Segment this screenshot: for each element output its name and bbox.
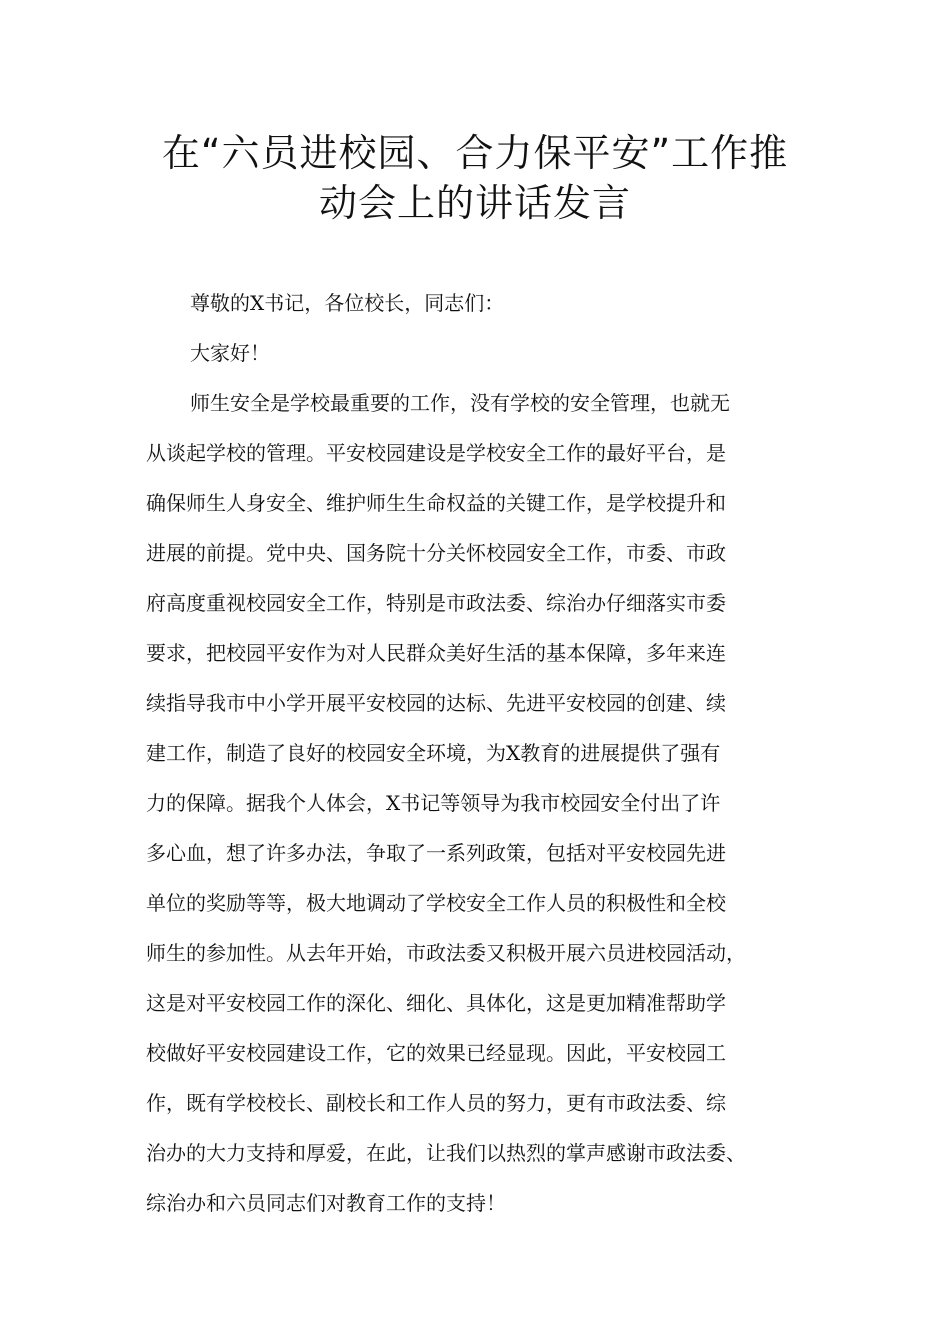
body-line: 要求，把校园平安作为对人民群众美好生活的基本保障，多年来连 — [146, 641, 726, 665]
body-line: 师生的参加性。从去年开始，市政法委又积极开展六员进校园活动， — [146, 941, 746, 965]
body-line: 校做好平安校园建设工作，它的效果已经显现。因此，平安校园工 — [146, 1041, 726, 1065]
salutation-line: 大家好！ — [190, 341, 270, 365]
body-line: 作，既有学校校长、副校长和工作人员的努力，更有市政法委、综 — [146, 1091, 726, 1115]
body-line: 从谈起学校的管理。平安校园建设是学校安全工作的最好平台，是 — [146, 441, 726, 465]
body-line: 综治办和六员同志们对教育工作的支持！ — [146, 1191, 506, 1215]
body-line: 单位的奖励等等，极大地调动了学校安全工作人员的积极性和全校 — [146, 891, 726, 915]
body-line: 力的保障。据我个人体会，X书记等领导为我市校园安全付出了许 — [146, 791, 721, 815]
body-line: 进展的前提。党中央、国务院十分关怀校园安全工作，市委、市政 — [146, 541, 726, 565]
body-line: 师生安全是学校最重要的工作，没有学校的安全管理，也就无 — [190, 391, 730, 415]
body-line: 建工作，制造了良好的校园安全环境，为X教育的进展提供了强有 — [146, 741, 721, 765]
body-line: 续指导我市中小学开展平安校园的达标、先进平安校园的创建、续 — [146, 691, 726, 715]
body-line: 治办的大力支持和厚爱，在此，让我们以热烈的掌声感谢市政法委、 — [146, 1141, 746, 1165]
document-title-line-1: 在“六员进校园、合力保平安”工作推 — [161, 131, 789, 175]
body-line: 多心血，想了许多办法，争取了一系列政策，包括对平安校园先进 — [146, 841, 726, 865]
body-line: 府高度重视校园安全工作，特别是市政法委、综治办仔细落实市委 — [146, 591, 726, 615]
greeting-line: 尊敬的X书记，各位校长，同志们： — [190, 291, 505, 315]
body-line: 这是对平安校园工作的深化、细化、具体化，这是更加精准帮助学 — [146, 991, 726, 1015]
body-line: 确保师生人身安全、维护师生生命权益的关键工作，是学校提升和 — [146, 491, 726, 515]
document-title-line-2: 动会上的讲话发言 — [318, 181, 631, 225]
